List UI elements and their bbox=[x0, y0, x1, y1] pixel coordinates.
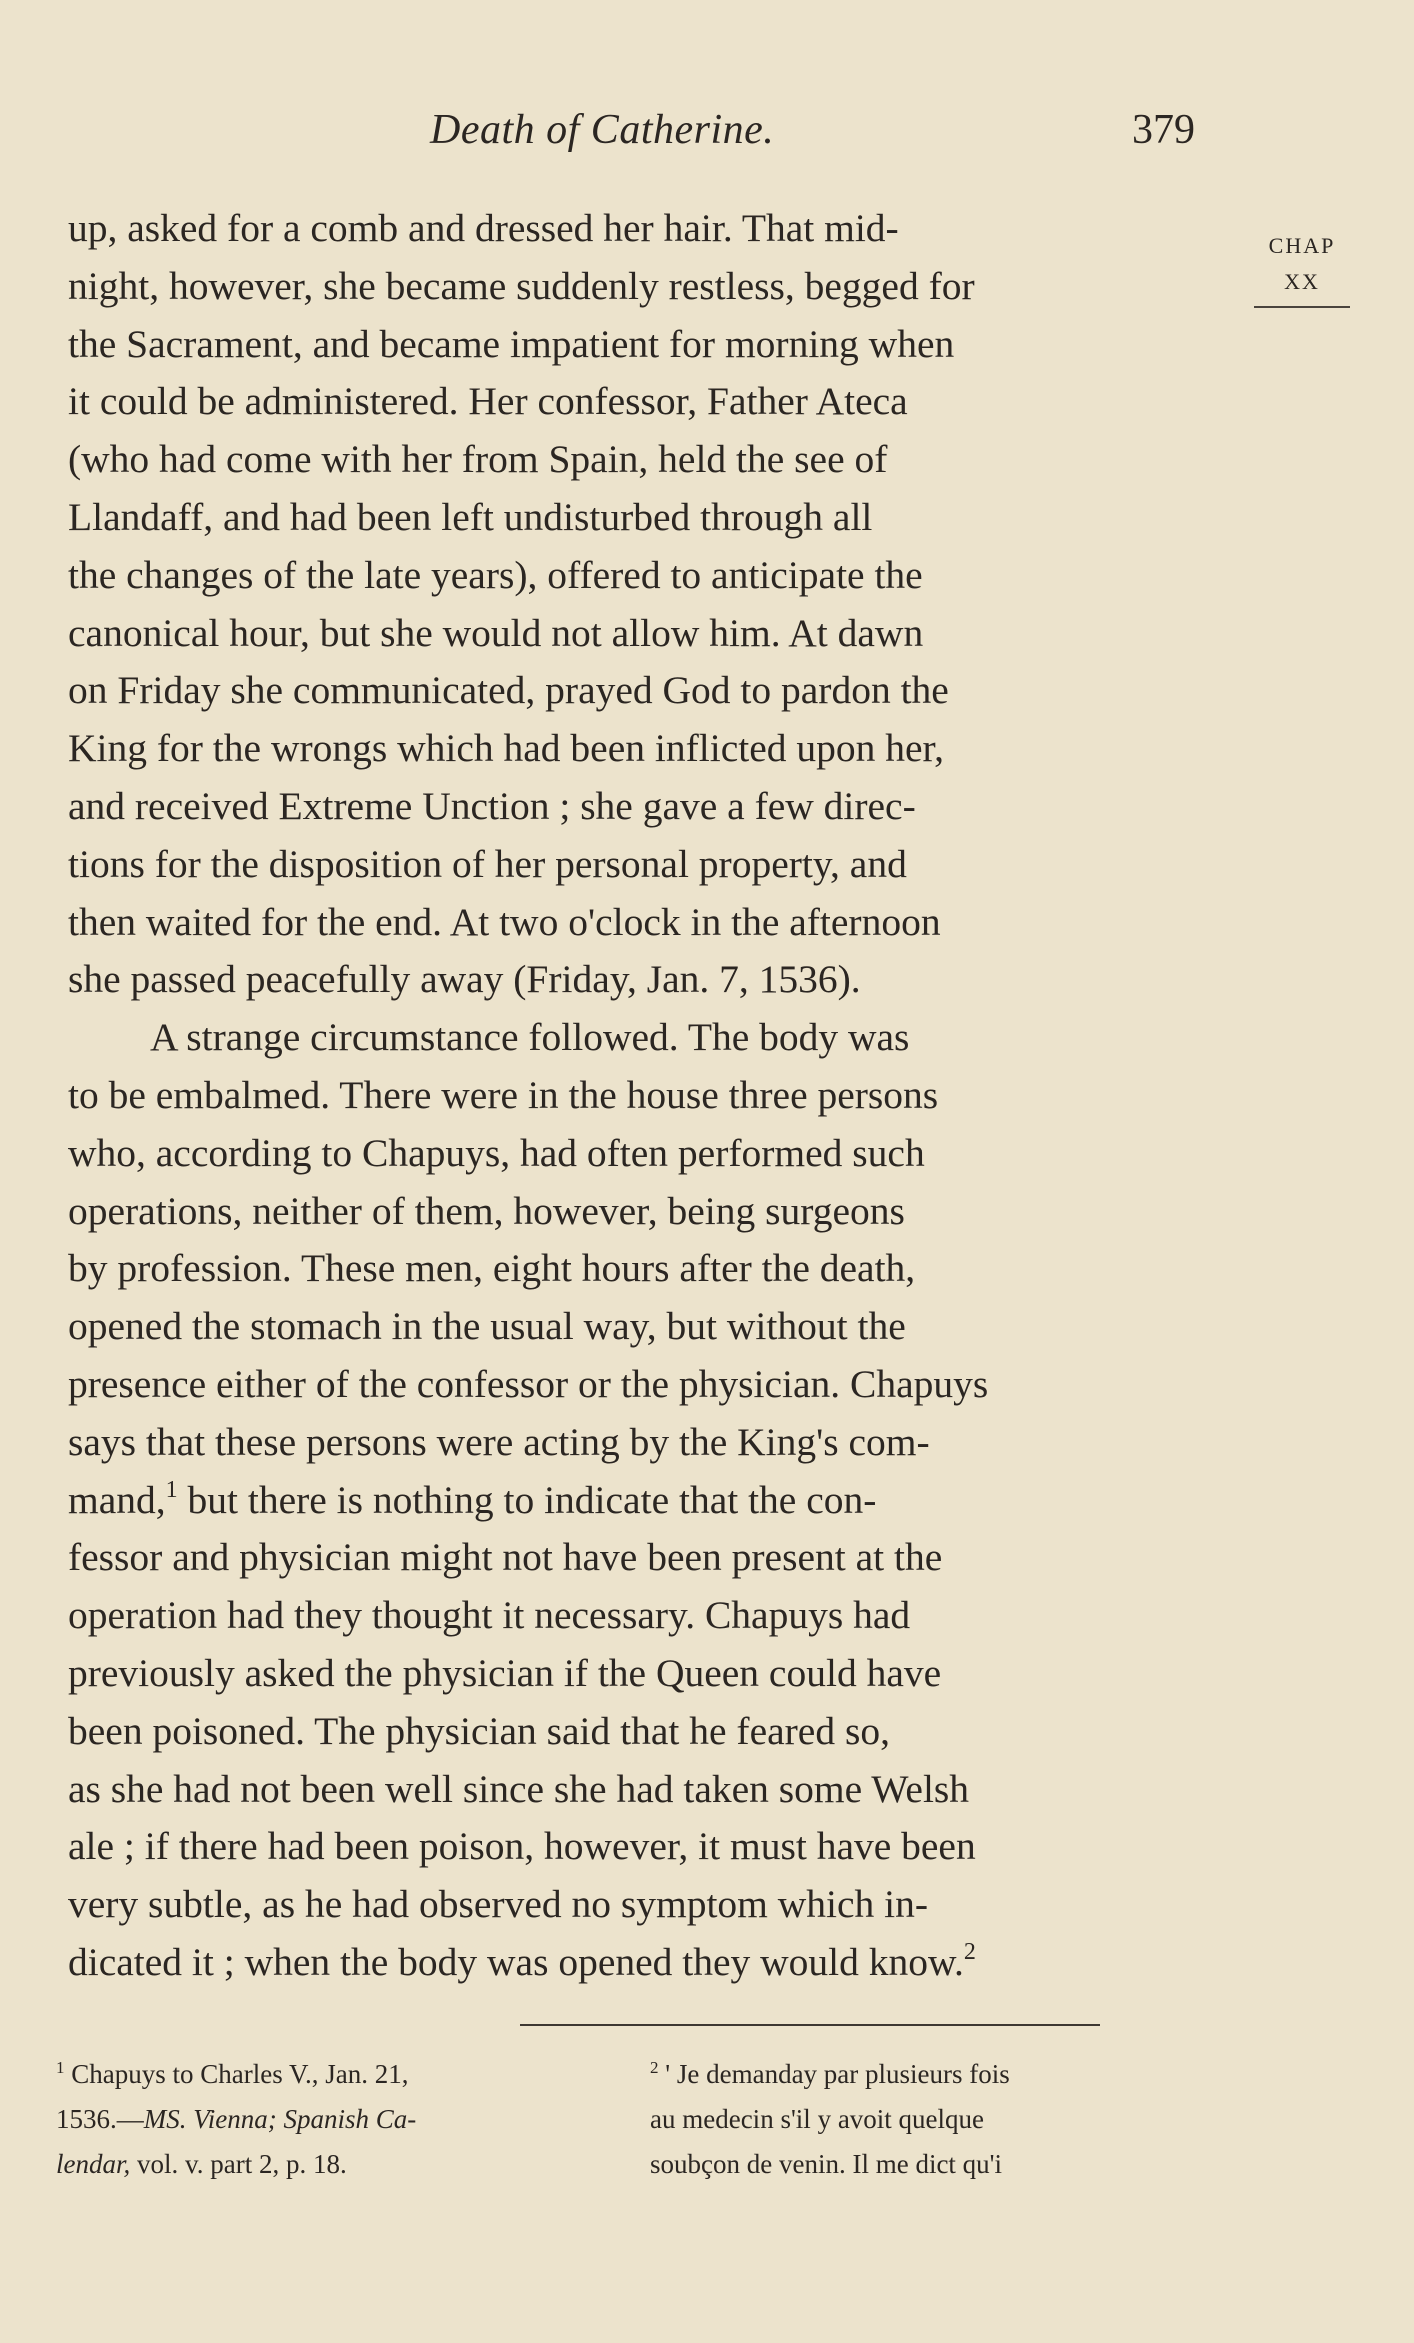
text-line: very subtle, as he had observed no symptom which in- bbox=[68, 1882, 929, 1927]
footnote-italic-text: lendar, bbox=[56, 2149, 131, 2179]
text-line: (who had come with her from Spain, held the see of bbox=[68, 437, 888, 482]
text-line: night, however, she became suddenly restless, begged for bbox=[68, 263, 975, 308]
margin-chapter-note bbox=[1252, 228, 1352, 308]
text-line: ale ; if there had been poison, however, it must have been bbox=[68, 1824, 976, 1869]
text-line: it could be administered. Her confessor, Father Ateca bbox=[68, 379, 908, 424]
text-line: opened the stomach in the usual way, but without the bbox=[68, 1304, 906, 1349]
text-line: the Sacrament, and became impatient for morning when bbox=[68, 321, 955, 366]
text-fragment: but there is nothing to indicate that the con- bbox=[177, 1477, 877, 1522]
text-line: King for the wrongs which had been inflicted upon her, bbox=[68, 726, 944, 771]
footnote-reference-2[interactable]: 2 bbox=[963, 1938, 976, 1965]
footnote-text: vol. v. part 2, p. 18. bbox=[130, 2149, 347, 2179]
footnote-text: 1536.— bbox=[56, 2104, 144, 2134]
text-line: Llandaff, and had been left undisturbed through all bbox=[68, 494, 873, 539]
text-line: to be embalmed. There were in the house three persons bbox=[68, 1072, 939, 1117]
text-line: up, asked for a comb and dressed her hair. That mid- bbox=[68, 206, 899, 250]
margin-rule bbox=[1254, 306, 1350, 308]
text-line: presence either of the confessor or the physician. Chapuys bbox=[68, 1361, 989, 1406]
text-line: as she had not been well since she had taken some Welsh bbox=[68, 1766, 970, 1811]
text-line: canonical hour, but she would not allow him. At dawn bbox=[68, 610, 924, 655]
text-line: tions for the disposition of her personal property, and bbox=[68, 841, 907, 886]
margin-chap-label: CHAP bbox=[1268, 233, 1336, 258]
footnote-line bbox=[56, 2142, 636, 2187]
footnote-marker: 2 bbox=[650, 2058, 659, 2077]
text-line: by profession. These men, eight hours after the death, bbox=[68, 1246, 916, 1291]
text-line: says that these persons were acting by the King's com- bbox=[68, 1419, 930, 1464]
text-line: then waited for the end. At two o'clock in the afternoon bbox=[68, 899, 941, 944]
footnote-marker: 1 bbox=[56, 2058, 65, 2077]
text-line: fessor and physician might not have been present at the bbox=[68, 1535, 943, 1580]
text-line: the changes of the late years), offered to anticipate the bbox=[68, 552, 923, 597]
page-number: 379 bbox=[1132, 107, 1195, 153]
footnote-line: au medecin s'il y avoit quelque bbox=[650, 2104, 985, 2134]
text-fragment: mand, bbox=[68, 1477, 166, 1522]
text-line: she passed peacefully away (Friday, Jan. 7, 1536). bbox=[68, 957, 861, 1002]
footnote-line bbox=[56, 2097, 636, 2142]
text-line: who, according to Chapuys, had often performed such bbox=[68, 1130, 925, 1175]
text-fragment: dicated it ; when the body was opened they would know. bbox=[68, 1939, 964, 1984]
footnote-reference-1[interactable]: 1 bbox=[165, 1476, 178, 1503]
text-line: previously asked the physician if the Queen could have bbox=[68, 1650, 942, 1695]
text-line-with-note bbox=[68, 1472, 1208, 1530]
body-text bbox=[68, 200, 1208, 1992]
running-header-title: Death of Catherine. bbox=[430, 107, 775, 153]
paragraph-first-line: A strange circumstance followed. The body was bbox=[150, 1015, 910, 1060]
margin-chapter-number: XX bbox=[1284, 269, 1320, 294]
footnote-1 bbox=[56, 2052, 636, 2187]
footnote-text: ' Je demanday par plusieurs fois bbox=[658, 2059, 1010, 2089]
footnote-2 bbox=[650, 2052, 1250, 2187]
footnote-italic-text: MS. Vienna; Spanish Ca- bbox=[143, 2104, 417, 2134]
footnote-text: Chapuys to Charles V., Jan. 21, bbox=[64, 2059, 409, 2089]
footnote-line bbox=[56, 2052, 636, 2097]
footnote-line: soubçon de venin. Il me dict qu'i bbox=[650, 2149, 1003, 2179]
footnote-divider bbox=[520, 2024, 1100, 2026]
text-line: operations, neither of them, however, being surgeons bbox=[68, 1188, 905, 1233]
text-line: been poisoned. The physician said that he feared so, bbox=[68, 1708, 890, 1753]
text-line: on Friday she communicated, prayed God to pardon the bbox=[68, 668, 949, 713]
text-line: operation had they thought it necessary. Chapuys had bbox=[68, 1593, 911, 1638]
text-line-with-note bbox=[68, 1934, 1208, 1992]
text-line: and received Extreme Unction ; she gave a few direc- bbox=[68, 783, 916, 828]
footnote-line bbox=[650, 2052, 1250, 2097]
